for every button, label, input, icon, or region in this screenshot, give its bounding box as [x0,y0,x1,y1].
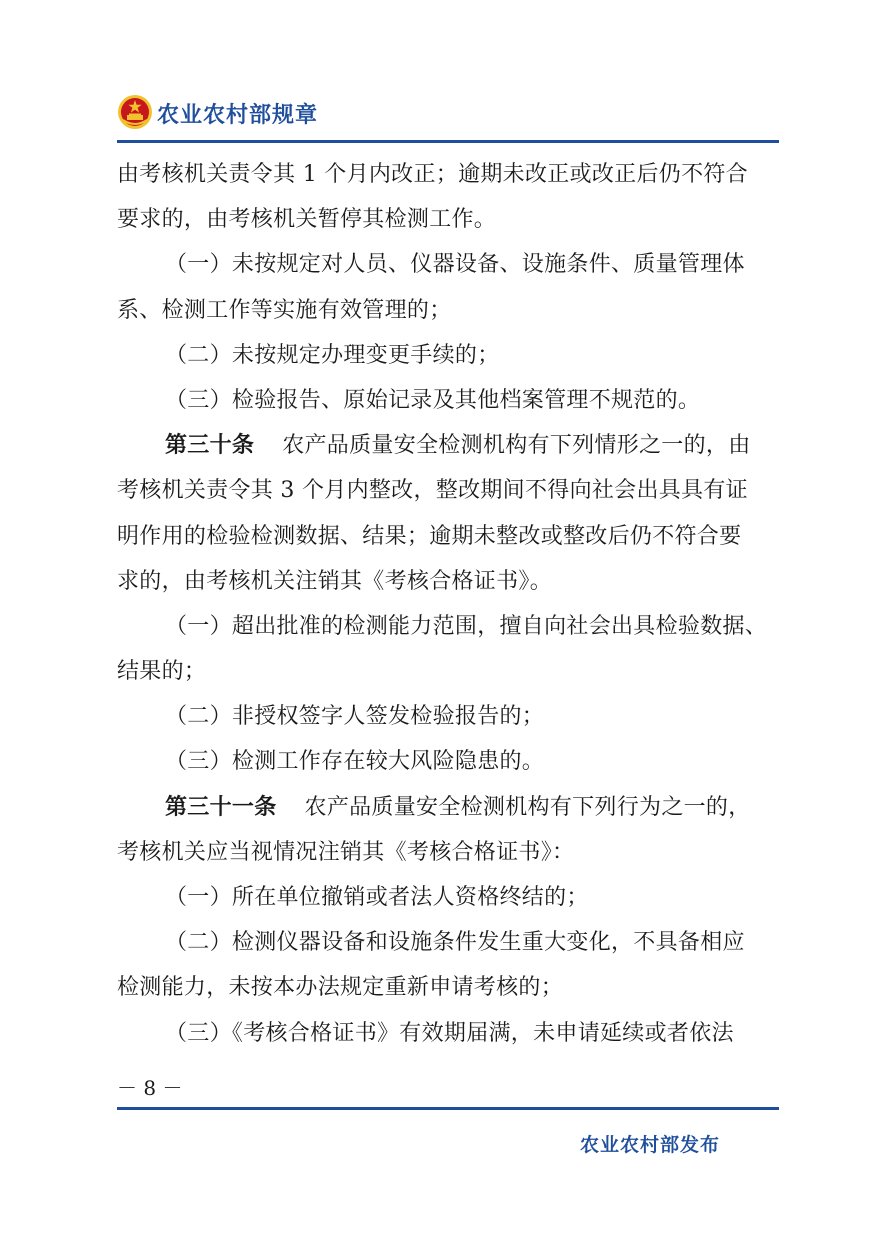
text-line: 求的，由考核机关注销其《考核合格证书》。 [117,568,553,594]
text-line: 检测能力，未按本办法规定重新申请考核的； [117,975,564,1001]
article-heading-line: 第三十一条 农产品质量安全检测机构有下列行为之一的， [165,794,751,820]
article-number: 第三十一条 [165,794,277,820]
text-line: 由考核机关责令其 1 个月内改正；逾期未改正或改正后仍不符合 [117,162,748,187]
text-line: 系、检测工作等实施有效管理的； [117,297,452,323]
header-title: 农业农村部规章 [157,103,319,128]
header-divider [117,140,779,143]
footer-divider [117,1107,779,1110]
text-line: （二）检测仪器设备和设施条件发生重大变化，不具备相应 [165,930,745,956]
text-line: 结果的； [117,659,207,685]
national-emblem-icon [117,94,153,130]
document-body [117,152,779,1056]
text-line: 明作用的检验检测数据、结果；逾期未整改或整改后仍不符合要 [117,523,742,549]
text-line: 考核机关应当视情况注销其《考核合格证书》： [117,839,575,865]
text-line: （三）检测工作存在较大风险隐患的。 [165,749,545,775]
text-line: （二）未按规定办理变更手续的； [165,342,500,368]
text-line: （一）未按规定对人员、仪器设备、设施条件、质量管理体 [165,252,745,278]
text-line: （三）检验报告、原始记录及其他档案管理不规范的。 [165,387,701,413]
text-line: （二）非授权签字人签发检验报告的； [165,704,545,730]
text-line: （一）所在单位撤销或者法人资格终结的； [165,885,589,910]
text-line: （三）《考核合格证书》有效期届满，未申请延续或者依法 [165,1020,734,1046]
page-header [117,92,779,140]
text-line: （一）超出批准的检测能力范围，擅自向社会出具检验数据、 [165,613,768,639]
text-line: 考核机关责令其 3 个月内整改，整改期间不得向社会出具具有证 [117,478,748,504]
article-heading-line: 第三十条 农产品质量安全检测机构有下列情形之一的，由 [165,433,751,459]
text-line: 要求的，由考核机关暂停其检测工作。 [117,207,497,233]
page-number: － 8 － [117,1076,183,1100]
footer-publisher: 农业农村部发布 [580,1134,721,1156]
article-number: 第三十条 [165,433,255,459]
